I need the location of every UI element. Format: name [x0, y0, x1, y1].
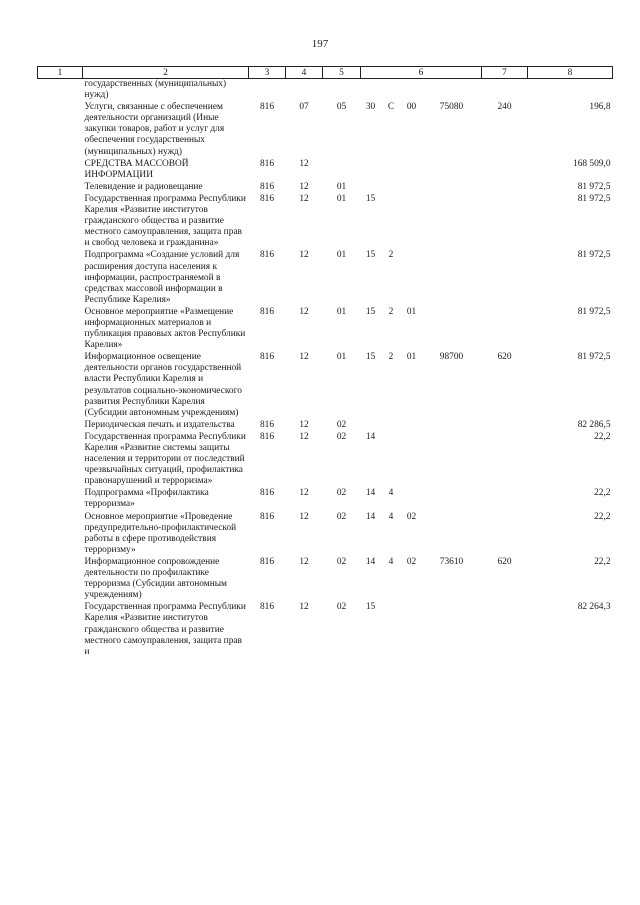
cell-name: Государственная программа Республики Карелия «Развитие институтов гражданского общества и развитие местного самоуправления, защита прав и свобод человека и гражданина»: [84, 193, 246, 249]
cell-subprogram: [381, 158, 402, 181]
cell-col-1: [38, 181, 83, 193]
cell-admin-code: 816: [259, 102, 275, 113]
cell-amount: 22,2: [594, 511, 611, 522]
cell-direction: [422, 601, 482, 657]
cell-subsection: 01: [336, 181, 347, 192]
cell-amount: 82 264,3: [577, 602, 611, 613]
cell-subsection: [323, 158, 361, 181]
cell-subprogram: С: [387, 102, 395, 113]
cell-admin-code: 816: [259, 352, 275, 363]
cell-subprogram: [381, 419, 402, 431]
cell-name: Телевидение и радиовещание: [84, 181, 203, 192]
cell-activity: [402, 193, 422, 249]
cell-admin-code: 816: [259, 250, 275, 261]
cell-program: [361, 79, 381, 102]
cell-activity: [402, 487, 422, 510]
cell-activity: [402, 249, 422, 305]
cell-section: 12: [299, 419, 309, 430]
cell-admin-code: [249, 79, 286, 102]
cell-subprogram: 4: [388, 488, 394, 499]
cell-col-1: [38, 601, 83, 657]
cell-name: государственных (муниципальных) нужд): [84, 79, 227, 101]
cell-section: 12: [299, 250, 309, 261]
budget-table: [37, 66, 613, 658]
cell-direction: 75080: [439, 102, 464, 113]
cell-col-1: [38, 158, 83, 181]
cell-activity: [402, 601, 422, 657]
cell-name: Услуги, связанные с обеспечением деятельности организаций (Иные закупки товаров, работ и услуг для обеспечения государственных (муниципальных) нужд): [84, 102, 225, 157]
table-row: [38, 556, 613, 601]
cell-subprogram: [381, 601, 402, 657]
cell-program: 14: [365, 431, 376, 442]
cell-program: 15: [365, 250, 376, 261]
cell-subsection: 01: [336, 306, 347, 317]
table-row: [38, 487, 613, 510]
table-row: [38, 79, 613, 102]
cell-subsection: 02: [336, 419, 347, 430]
cell-name: Периодическая печать и издательства: [84, 419, 235, 430]
cell-col-1: [38, 431, 83, 487]
cell-name: Основное мероприятие «Проведение предупредительно-профилактической работы в сфере противодействия терроризму»: [84, 511, 237, 555]
cell-section: 12: [299, 488, 309, 499]
column-header-3: 3: [249, 67, 286, 79]
cell-amount: 82 286,5: [577, 419, 611, 430]
cell-activity: [402, 431, 422, 487]
table-header-row: [38, 67, 613, 79]
cell-expense-type: [482, 193, 528, 249]
cell-subsection: 01: [336, 193, 347, 204]
cell-subprogram: 2: [388, 352, 394, 363]
cell-program: 15: [365, 602, 376, 613]
cell-program: 15: [365, 352, 376, 363]
cell-program: [361, 419, 381, 431]
cell-subprogram: 4: [388, 511, 394, 522]
page-number: 197: [311, 38, 329, 50]
cell-subsection: 02: [336, 602, 347, 613]
table-row: [38, 193, 613, 249]
cell-admin-code: 816: [259, 602, 275, 613]
cell-subprogram: 2: [388, 250, 394, 261]
cell-name: СРЕДСТВА МАССОВОЙ ИНФОРМАЦИИ: [84, 158, 189, 180]
cell-expense-type: [482, 419, 528, 431]
cell-amount: 81 972,5: [577, 352, 611, 363]
cell-admin-code: 816: [259, 511, 275, 522]
cell-subprogram: [381, 431, 402, 487]
column-header-1: 1: [38, 67, 83, 79]
cell-direction: 98700: [439, 352, 464, 363]
cell-expense-type: [482, 181, 528, 193]
cell-subsection: [323, 79, 361, 102]
cell-admin-code: 816: [259, 306, 275, 317]
cell-col-1: [38, 351, 83, 419]
cell-section: 12: [299, 602, 309, 613]
cell-expense-type: [482, 601, 528, 657]
cell-amount: 81 972,5: [577, 250, 611, 261]
cell-col-1: [38, 193, 83, 249]
cell-admin-code: 816: [259, 193, 275, 204]
cell-admin-code: 816: [259, 419, 275, 430]
cell-expense-type: [482, 79, 528, 102]
cell-amount: 81 972,5: [577, 306, 611, 317]
cell-activity: [402, 158, 422, 181]
cell-admin-code: 816: [259, 181, 275, 192]
cell-subprogram: [381, 193, 402, 249]
cell-admin-code: 816: [259, 431, 275, 442]
cell-name: Информационное освещение деятельности органов государственной власти Республики Карелия и результатов социально-экономического развития Республики Карелия (Субсидии автономным учреждениям): [84, 352, 242, 418]
cell-section: 12: [299, 181, 309, 192]
cell-name: Государственная программа Республики Карелия «Развитие институтов гражданского общества и развитие местного самоуправления, защита прав и: [84, 602, 246, 657]
cell-subsection: 02: [336, 488, 347, 499]
cell-name: Подпрограмма «Профилактика терроризма»: [84, 488, 209, 510]
cell-program: [361, 158, 381, 181]
cell-expense-type: [482, 158, 528, 181]
cell-name: Основное мероприятие «Размещение информационных материалов и публикация правовых актов Республики Карелия»: [84, 306, 246, 351]
cell-program: [361, 181, 381, 193]
cell-direction: [422, 306, 482, 351]
cell-section: 12: [299, 193, 309, 204]
cell-name: Государственная программа Республики Карелия «Развитие системы защиты населения и территории от последствий чрезвычайных ситуаций, профилактика правонарушений и терроризма»: [84, 431, 246, 487]
cell-section: 07: [299, 102, 309, 113]
cell-activity: [402, 79, 422, 102]
cell-admin-code: 816: [259, 556, 275, 567]
cell-section: [286, 79, 323, 102]
cell-section: 12: [299, 306, 309, 317]
cell-subsection: 01: [336, 250, 347, 261]
cell-direction: [422, 419, 482, 431]
cell-amount: 22,2: [594, 488, 611, 499]
table-row: [38, 181, 613, 193]
cell-section: 12: [299, 352, 309, 363]
cell-direction: [422, 431, 482, 487]
cell-col-1: [38, 511, 83, 556]
cell-expense-type: 240: [497, 102, 512, 113]
cell-program: 15: [365, 306, 376, 317]
cell-direction: [422, 249, 482, 305]
cell-activity: 01: [406, 352, 417, 363]
cell-direction: 73610: [439, 556, 464, 567]
cell-col-1: [38, 306, 83, 351]
column-header-2: 2: [83, 67, 249, 79]
cell-section: 12: [299, 431, 309, 442]
table-row: [38, 306, 613, 351]
column-header-7: 7: [482, 67, 528, 79]
cell-col-1: [38, 79, 83, 102]
cell-amount: 22,2: [594, 556, 611, 567]
cell-col-1: [38, 419, 83, 431]
table-row: [38, 158, 613, 181]
cell-subsection: 01: [336, 352, 347, 363]
cell-expense-type: 620: [497, 352, 512, 363]
cell-activity: [402, 419, 422, 431]
cell-amount: 81 972,5: [577, 193, 611, 204]
cell-direction: [422, 79, 482, 102]
table-row: [38, 419, 613, 431]
cell-expense-type: [482, 431, 528, 487]
cell-activity: 00: [406, 102, 417, 113]
cell-program: 14: [365, 556, 376, 567]
cell-subsection: 02: [336, 511, 347, 522]
cell-subprogram: [381, 79, 402, 102]
cell-subprogram: 2: [388, 306, 394, 317]
cell-subsection: 05: [336, 102, 347, 113]
cell-admin-code: 816: [259, 488, 275, 499]
cell-amount: 168 509,0: [573, 158, 611, 169]
cell-expense-type: [482, 511, 528, 556]
table-row: [38, 431, 613, 487]
cell-activity: 02: [406, 556, 417, 567]
cell-direction: [422, 158, 482, 181]
column-header-6: 6: [361, 67, 482, 79]
cell-amount: 196,8: [589, 102, 611, 113]
table-row: [38, 601, 613, 657]
cell-col-1: [38, 487, 83, 510]
table-row: [38, 511, 613, 556]
cell-direction: [422, 487, 482, 510]
cell-activity: 02: [406, 511, 417, 522]
cell-expense-type: [482, 487, 528, 510]
table-row: [38, 249, 613, 305]
column-header-4: 4: [286, 67, 323, 79]
cell-col-1: [38, 101, 83, 157]
cell-direction: [422, 181, 482, 193]
cell-amount: 81 972,5: [577, 181, 611, 192]
column-header-5: 5: [323, 67, 361, 79]
cell-admin-code: 816: [259, 158, 275, 169]
cell-program: 15: [365, 193, 376, 204]
cell-activity: 01: [406, 306, 417, 317]
cell-expense-type: 620: [497, 556, 512, 567]
cell-expense-type: [482, 306, 528, 351]
cell-direction: [422, 193, 482, 249]
cell-section: 12: [299, 556, 309, 567]
cell-section: 12: [299, 511, 309, 522]
cell-subprogram: [381, 181, 402, 193]
cell-subsection: 02: [336, 431, 347, 442]
cell-col-1: [38, 249, 83, 305]
table-row: [38, 351, 613, 419]
table-body: [38, 79, 613, 658]
column-header-8: 8: [528, 67, 613, 79]
cell-subprogram: 4: [388, 556, 394, 567]
cell-program: 14: [365, 511, 376, 522]
cell-direction: [422, 511, 482, 556]
cell-section: 12: [299, 158, 309, 169]
cell-name: Информационное сопровождение деятельности по профилактике терроризма (Субсидии автономным учреждениям): [84, 556, 227, 601]
cell-amount: [528, 79, 613, 102]
table-row: [38, 101, 613, 157]
cell-expense-type: [482, 249, 528, 305]
cell-amount: 22,2: [594, 431, 611, 442]
cell-program: 30: [365, 102, 376, 113]
cell-subsection: 02: [336, 556, 347, 567]
cell-col-1: [38, 556, 83, 601]
cell-activity: [402, 181, 422, 193]
cell-program: 14: [365, 488, 376, 499]
cell-name: Подпрограмма «Создание условий для расширения доступа населения к информации, распространяемой в средствах массовой информации в Республике Карелия»: [84, 250, 240, 305]
